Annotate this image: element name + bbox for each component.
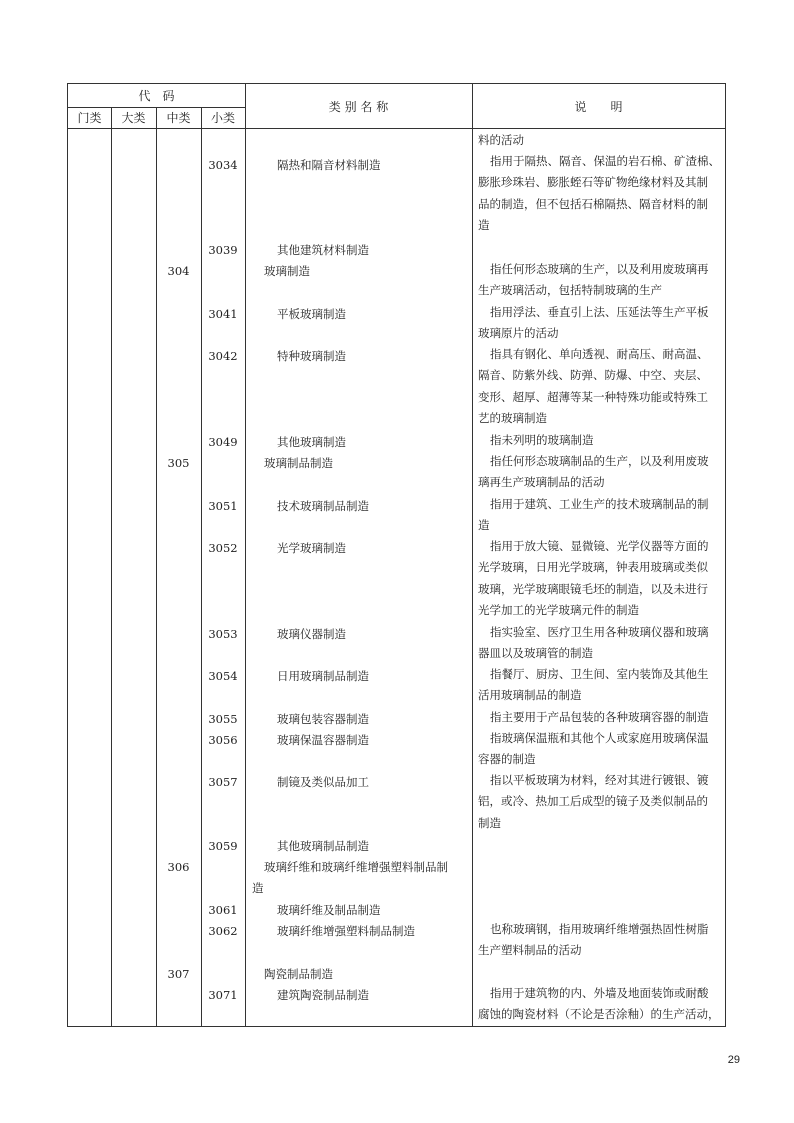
table-row-code: 3039	[208, 243, 238, 257]
table-row-note: 料的活动	[478, 133, 524, 147]
table-row-code: 3034	[208, 158, 238, 172]
table-row-name: 玻璃包装容器制造	[277, 712, 369, 726]
column-divider	[156, 107, 157, 1026]
header-subdivider	[68, 107, 245, 108]
header-code: 代 码	[138, 89, 175, 103]
header-level-group: 中类	[166, 111, 191, 125]
table-row-note: 指用浮法、垂直引上法、压延法等生产平板 玻璃原片的活动	[478, 305, 709, 341]
table-row-note: 指用于放大镜、显微镜、光学仪器等方面的 光学玻璃，日用光学玻璃，钟表用玻璃或类似 玻璃，光学玻璃眼镜毛坯的制造，以及未进行 光学加工的光学玻璃元件的制造	[478, 539, 709, 617]
header-level-section: 门类	[77, 111, 102, 125]
table-row-code: 3062	[208, 924, 238, 938]
table-row-name: 制镜及类似品加工	[277, 775, 369, 789]
table-row-note: 指餐厅、厨房、卫生间、室内装饰及其他生 活用玻璃制品的制造	[478, 667, 709, 703]
table-row-name: 玻璃制造	[264, 264, 310, 278]
column-divider	[111, 107, 112, 1026]
table-row-note: 也称玻璃钢，指用玻璃纤维增强热固性树脂 生产塑料制品的活动	[478, 922, 709, 958]
table-row-note: 指玻璃保温瓶和其他个人或家庭用玻璃保温 容器的制造	[478, 731, 709, 767]
header-level-division: 大类	[121, 111, 146, 125]
table-row-note: 指任何形态玻璃的生产，以及利用废玻璃再 生产玻璃活动，包括特制玻璃的生产	[478, 262, 709, 298]
table-row-name: 建筑陶瓷制品制造	[277, 988, 369, 1002]
table-row-code: 306	[167, 860, 190, 874]
table-row-code: 3059	[208, 839, 238, 853]
header-description: 说 明	[574, 100, 623, 114]
table-row-code: 3071	[208, 988, 238, 1002]
table-row-name: 特种玻璃制造	[277, 349, 346, 363]
table-row-note: 指主要用于产品包装的各种玻璃容器的制造	[490, 710, 709, 724]
header-category-name: 类 别 名 称	[328, 100, 389, 114]
table-row-code: 3051	[208, 499, 238, 513]
table-row-code: 3057	[208, 775, 238, 789]
table-row-code: 3061	[208, 903, 238, 917]
table-row-note: 指用于建筑、工业生产的技术玻璃制品的制 造	[478, 497, 709, 533]
table-row-note: 指用于隔热、隔音、保温的岩石棉、矿渣棉、 膨胀珍珠岩、膨胀蛭石等矿物绝缘材料及其制 品的制造，但不包括石棉隔热、隔音材料的制 造	[478, 154, 720, 232]
table-row-name: 光学玻璃制造	[277, 541, 346, 555]
table-row-note: 指实验室、医疗卫生用各种玻璃仪器和玻璃 器皿以及玻璃管的制造	[478, 625, 709, 661]
table-row-name: 平板玻璃制造	[277, 307, 346, 321]
table-row-code: 304	[167, 264, 190, 278]
table-row-note: 指任何形态玻璃制品的生产，以及利用废玻 璃再生产玻璃制品的活动	[478, 454, 709, 490]
table-row-name: 隔热和隔音材料制造	[277, 158, 381, 172]
table-row-name: 其他建筑材料制造	[277, 243, 369, 257]
table-row-code: 3052	[208, 541, 238, 555]
column-divider	[472, 84, 473, 1026]
table-row-name: 玻璃纤维增强塑料制品制造	[277, 924, 415, 938]
table-row-name: 玻璃制品制造	[264, 456, 333, 470]
table-row-code: 3049	[208, 435, 238, 449]
table-row-name: 玻璃纤维及制品制造	[277, 903, 381, 917]
table-row-code: 3054	[208, 669, 238, 683]
table-row-code: 3041	[208, 307, 238, 321]
table-row-name-continuation: 造	[252, 881, 264, 895]
table-row-note: 指用于建筑物的内、外墙及地面装饰或耐酸 腐蚀的陶瓷材料（不论是否涂釉）的生产活动，	[478, 986, 720, 1022]
table-row-name: 其他玻璃制造	[277, 435, 346, 449]
header-bottom-rule	[68, 128, 725, 129]
table-row-name: 日用玻璃制品制造	[277, 669, 369, 683]
table-row-code: 3056	[208, 733, 238, 747]
table-row-name: 玻璃仪器制造	[277, 627, 346, 641]
header-level-class: 小类	[210, 111, 235, 125]
table-row-code: 305	[167, 456, 190, 470]
table-row-note: 指未列明的玻璃制造	[490, 433, 594, 447]
table-row-name: 陶瓷制品制造	[264, 967, 333, 981]
table-row-name: 玻璃保温容器制造	[277, 733, 369, 747]
table-row-code: 307	[167, 967, 190, 981]
table-row-name: 其他玻璃制品制造	[277, 839, 369, 853]
table-row-name: 玻璃纤维和玻璃纤维增强塑料制品制	[264, 860, 448, 874]
page-number: 29	[727, 1054, 740, 1066]
table-row-name: 技术玻璃制品制造	[277, 499, 369, 513]
table-row-code: 3055	[208, 712, 238, 726]
table-row-note: 指以平板玻璃为材料，经对其进行镀银、镀 铝，或冷、热加工后成型的镜子及类似制品的 制造	[478, 773, 709, 830]
table-row-code: 3042	[208, 349, 238, 363]
classification-table	[67, 83, 726, 1027]
table-row-note: 指具有钢化、单向透视、耐高压、耐高温、 隔音、防紫外线、防弹、防爆、中空、夹层、 变形、超厚、超薄等某一种特殊功能或特殊工 艺的玻璃制造	[478, 347, 709, 425]
column-divider	[245, 84, 246, 1026]
table-row-code: 3053	[208, 627, 238, 641]
